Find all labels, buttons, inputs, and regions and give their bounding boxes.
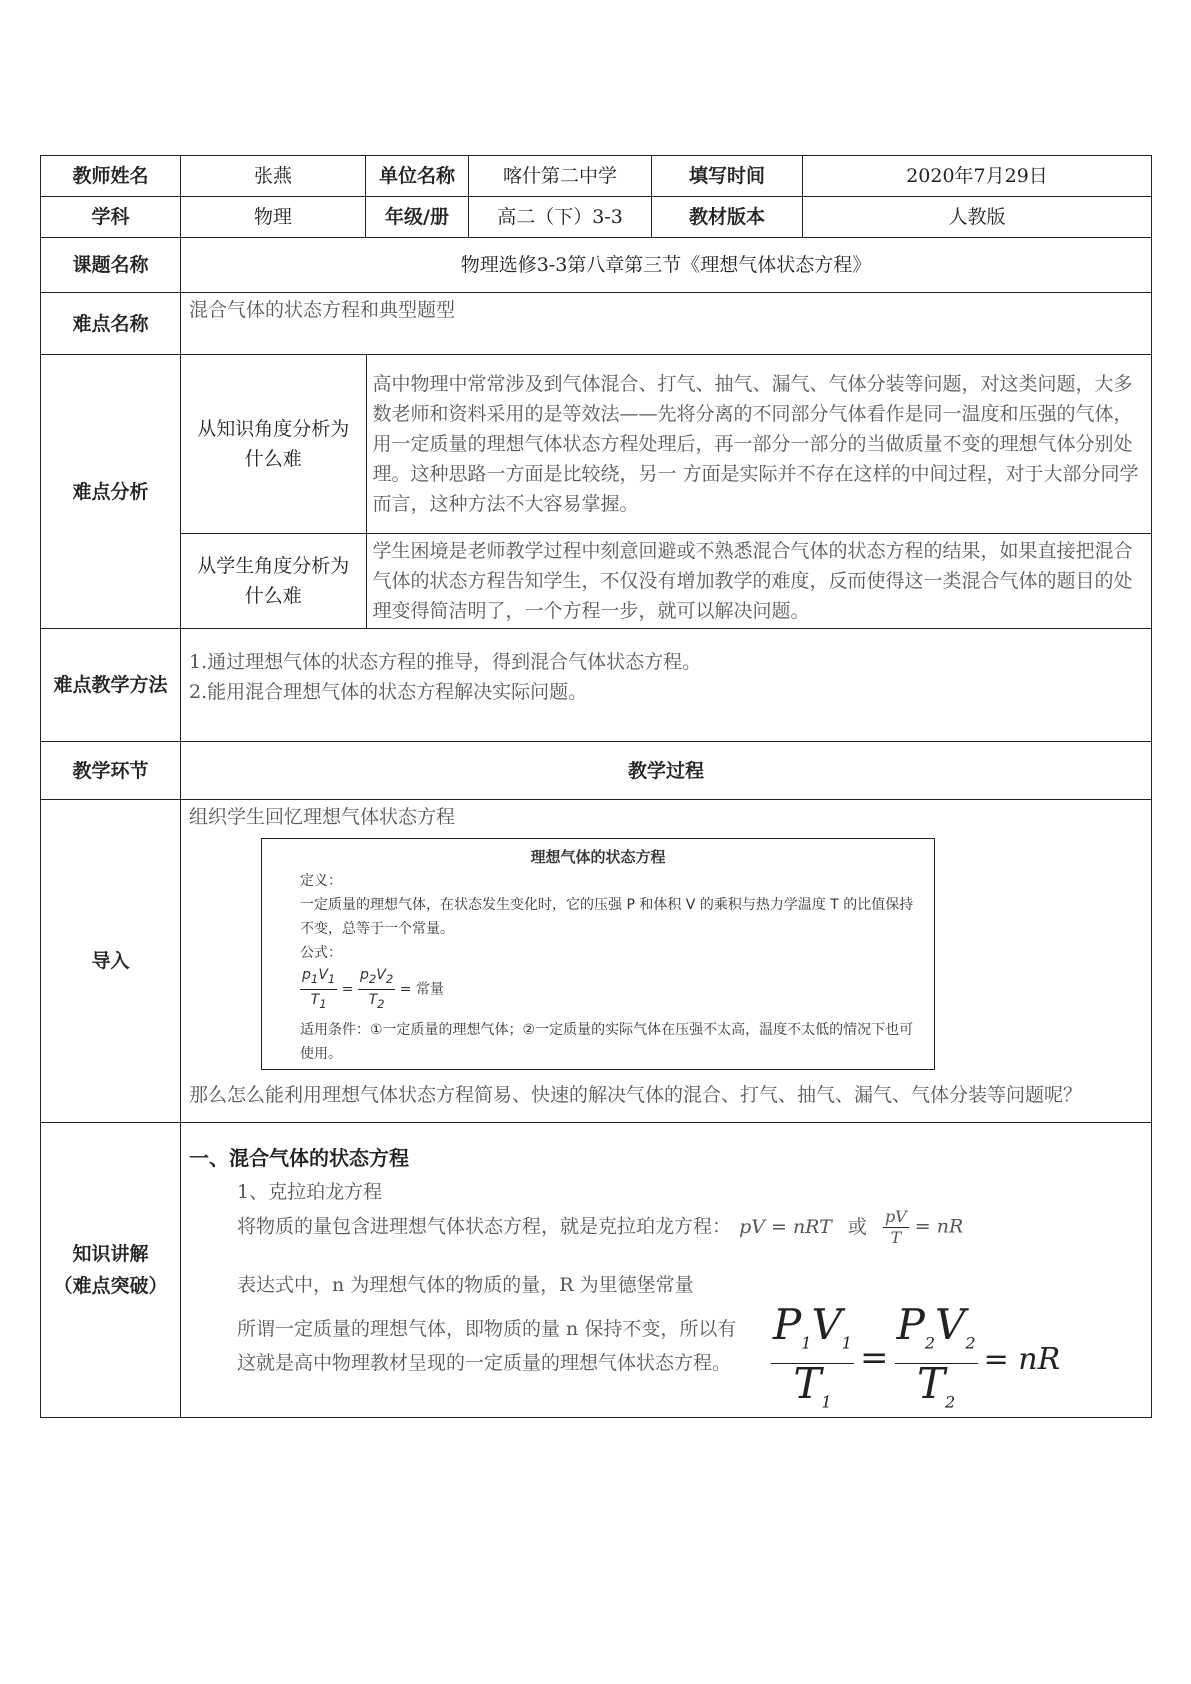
intro-question: 那么怎么能利用理想气体状态方程简易、快速的解决气体的混合、打气、抽气、漏气、气体分装等问题呢？ — [189, 1084, 1083, 1106]
knowledge-angle-label: 从知识角度分析为什么难 — [181, 355, 366, 533]
edition-value: 人教版 — [803, 197, 1152, 238]
lesson-plan-page — [40, 155, 1151, 1418]
knowledge-line1-row: 将物质的量包含进理想气体状态方程，就是克拉珀龙方程： pV = nRT 或 $\frac{pV}{T}$ = nR — [237, 1207, 964, 1247]
knowledge-sub: 1、克拉珀龙方程 — [237, 1181, 383, 1203]
grade-value: 高二（下）3-3 — [469, 197, 652, 238]
knowledge-line1: 将物质的量包含进理想气体状态方程，就是克拉珀龙方程： — [237, 1215, 732, 1238]
knowledge-angle-text: 高中物理中常常涉及到气体混合、打气、抽气、漏气、气体分装等问题，对这类问题，大多数老师和资料采用的是等效法——先将分离的不同部分气体看作是同一温度和压强的气体，用一定质量的理想气体状态方程处理后，再一部分一部分的当做质量不变的理想气体分别处理。这种思路一方面是比较绕，另一 方面是实际并不存在这样的中间过程，对于大部分同学而言，这种方法不大容易掌握。 — [366, 355, 1151, 533]
lesson-plan-table — [40, 155, 1152, 1418]
method-item-1: 1.通过理想气体的状态方程的推导，得到混合气体状态方程。 — [189, 651, 702, 673]
knowledge-line2: 表达式中，n 为理想气体的物质的量，R 为里德堡常量 — [237, 1274, 694, 1296]
topic-value: 物理选修3-3第八章第三节《理想气体状态方程》 — [181, 238, 1152, 293]
difficulty-value: 混合气体的状态方程和典型题型 — [181, 293, 1152, 355]
method-item-2: 2.能用混合理想气体的状态方程解决实际问题。 — [189, 681, 588, 703]
edition-label: 教材版本 — [652, 197, 803, 238]
unit-label: 单位名称 — [366, 156, 469, 197]
knowledge-label-line1: 知识讲解 — [72, 1243, 149, 1265]
grade-label: 年级/册 — [366, 197, 469, 238]
subject-value: 物理 — [181, 197, 366, 238]
topic-label: 课题名称 — [41, 238, 181, 293]
intro-prompt: 组织学生回忆理想气体状态方程 — [189, 806, 456, 828]
box-conditions: 适用条件：①一定质量的理想气体；②一定质量的实际气体在压强不太高，温度不太低的情况下也可使用。 — [300, 1021, 914, 1062]
unit-value: 喀什第二中学 — [469, 156, 652, 197]
difficulty-label: 难点名称 — [41, 293, 181, 355]
date-value: 2020年7月29日 — [803, 156, 1152, 197]
method-label: 难点教学方法 — [41, 629, 181, 742]
box-formula-label: 公式： — [300, 945, 342, 961]
subject-label: 学科 — [41, 197, 181, 238]
teacher-label: 教师姓名 — [41, 156, 181, 197]
knowledge-line4: 这就是高中物理教材呈现的一定质量的理想气体状态方程。 — [237, 1352, 732, 1374]
eq-clapeyron-b-rhs: = nR — [914, 1215, 964, 1238]
eq-constant-mass: $\frac{P_1V_1}{T_1}$ = $\frac{P_2V_2}{T_2}$ = nR — [773, 1300, 1061, 1412]
knowledge-label-line2: （难点突破） — [53, 1275, 168, 1297]
teacher-value: 张燕 — [181, 156, 366, 197]
eq-constant-mass-rhs: = nR — [983, 1341, 1061, 1377]
analysis-label: 难点分析 — [41, 355, 181, 629]
box-def-text: 一定质量的理想气体，在状态发生变化时，它的压强 P 和体积 V 的乘积与热力学温度 T 的比值保持不变，总等于一个常量。 — [300, 897, 914, 937]
intro-label: 导入 — [41, 800, 181, 1123]
student-angle-text: 学生困境是老师教学过程中刻意回避或不熟悉混合气体的状态方程的结果，如果直接把混合气体的状态方程告知学生，不仅没有增加教学的难度，反而使得这一类混合气体的题目的处理变得简洁明了，一个方程一步，就可以解决问题。 — [366, 533, 1151, 628]
box-formula: $\frac{p_1V_1}{T_1}$ = $\frac{p_2V_2}{T_2}$ = 常量 — [302, 967, 444, 1011]
analysis-subtable — [181, 355, 1151, 628]
date-label: 填写时间 — [652, 156, 803, 197]
eq-clapeyron: pV = nRT — [739, 1215, 832, 1238]
process-right-header: 教学过程 — [181, 742, 1152, 800]
eq-or: 或 — [847, 1215, 867, 1238]
knowledge-heading: 一、混合气体的状态方程 — [189, 1146, 409, 1170]
box-title: 理想气体的状态方程 — [530, 848, 666, 866]
box-def-label: 定义： — [300, 873, 342, 889]
box-formula-const: = 常量 — [399, 981, 444, 998]
process-left-header: 教学环节 — [41, 742, 181, 800]
formula-image-box — [261, 838, 935, 1070]
knowledge-line3: 所谓一定质量的理想气体，即物质的量 n 保持不变，所以有 — [237, 1318, 737, 1340]
student-angle-label: 从学生角度分析为什么难 — [181, 533, 366, 628]
